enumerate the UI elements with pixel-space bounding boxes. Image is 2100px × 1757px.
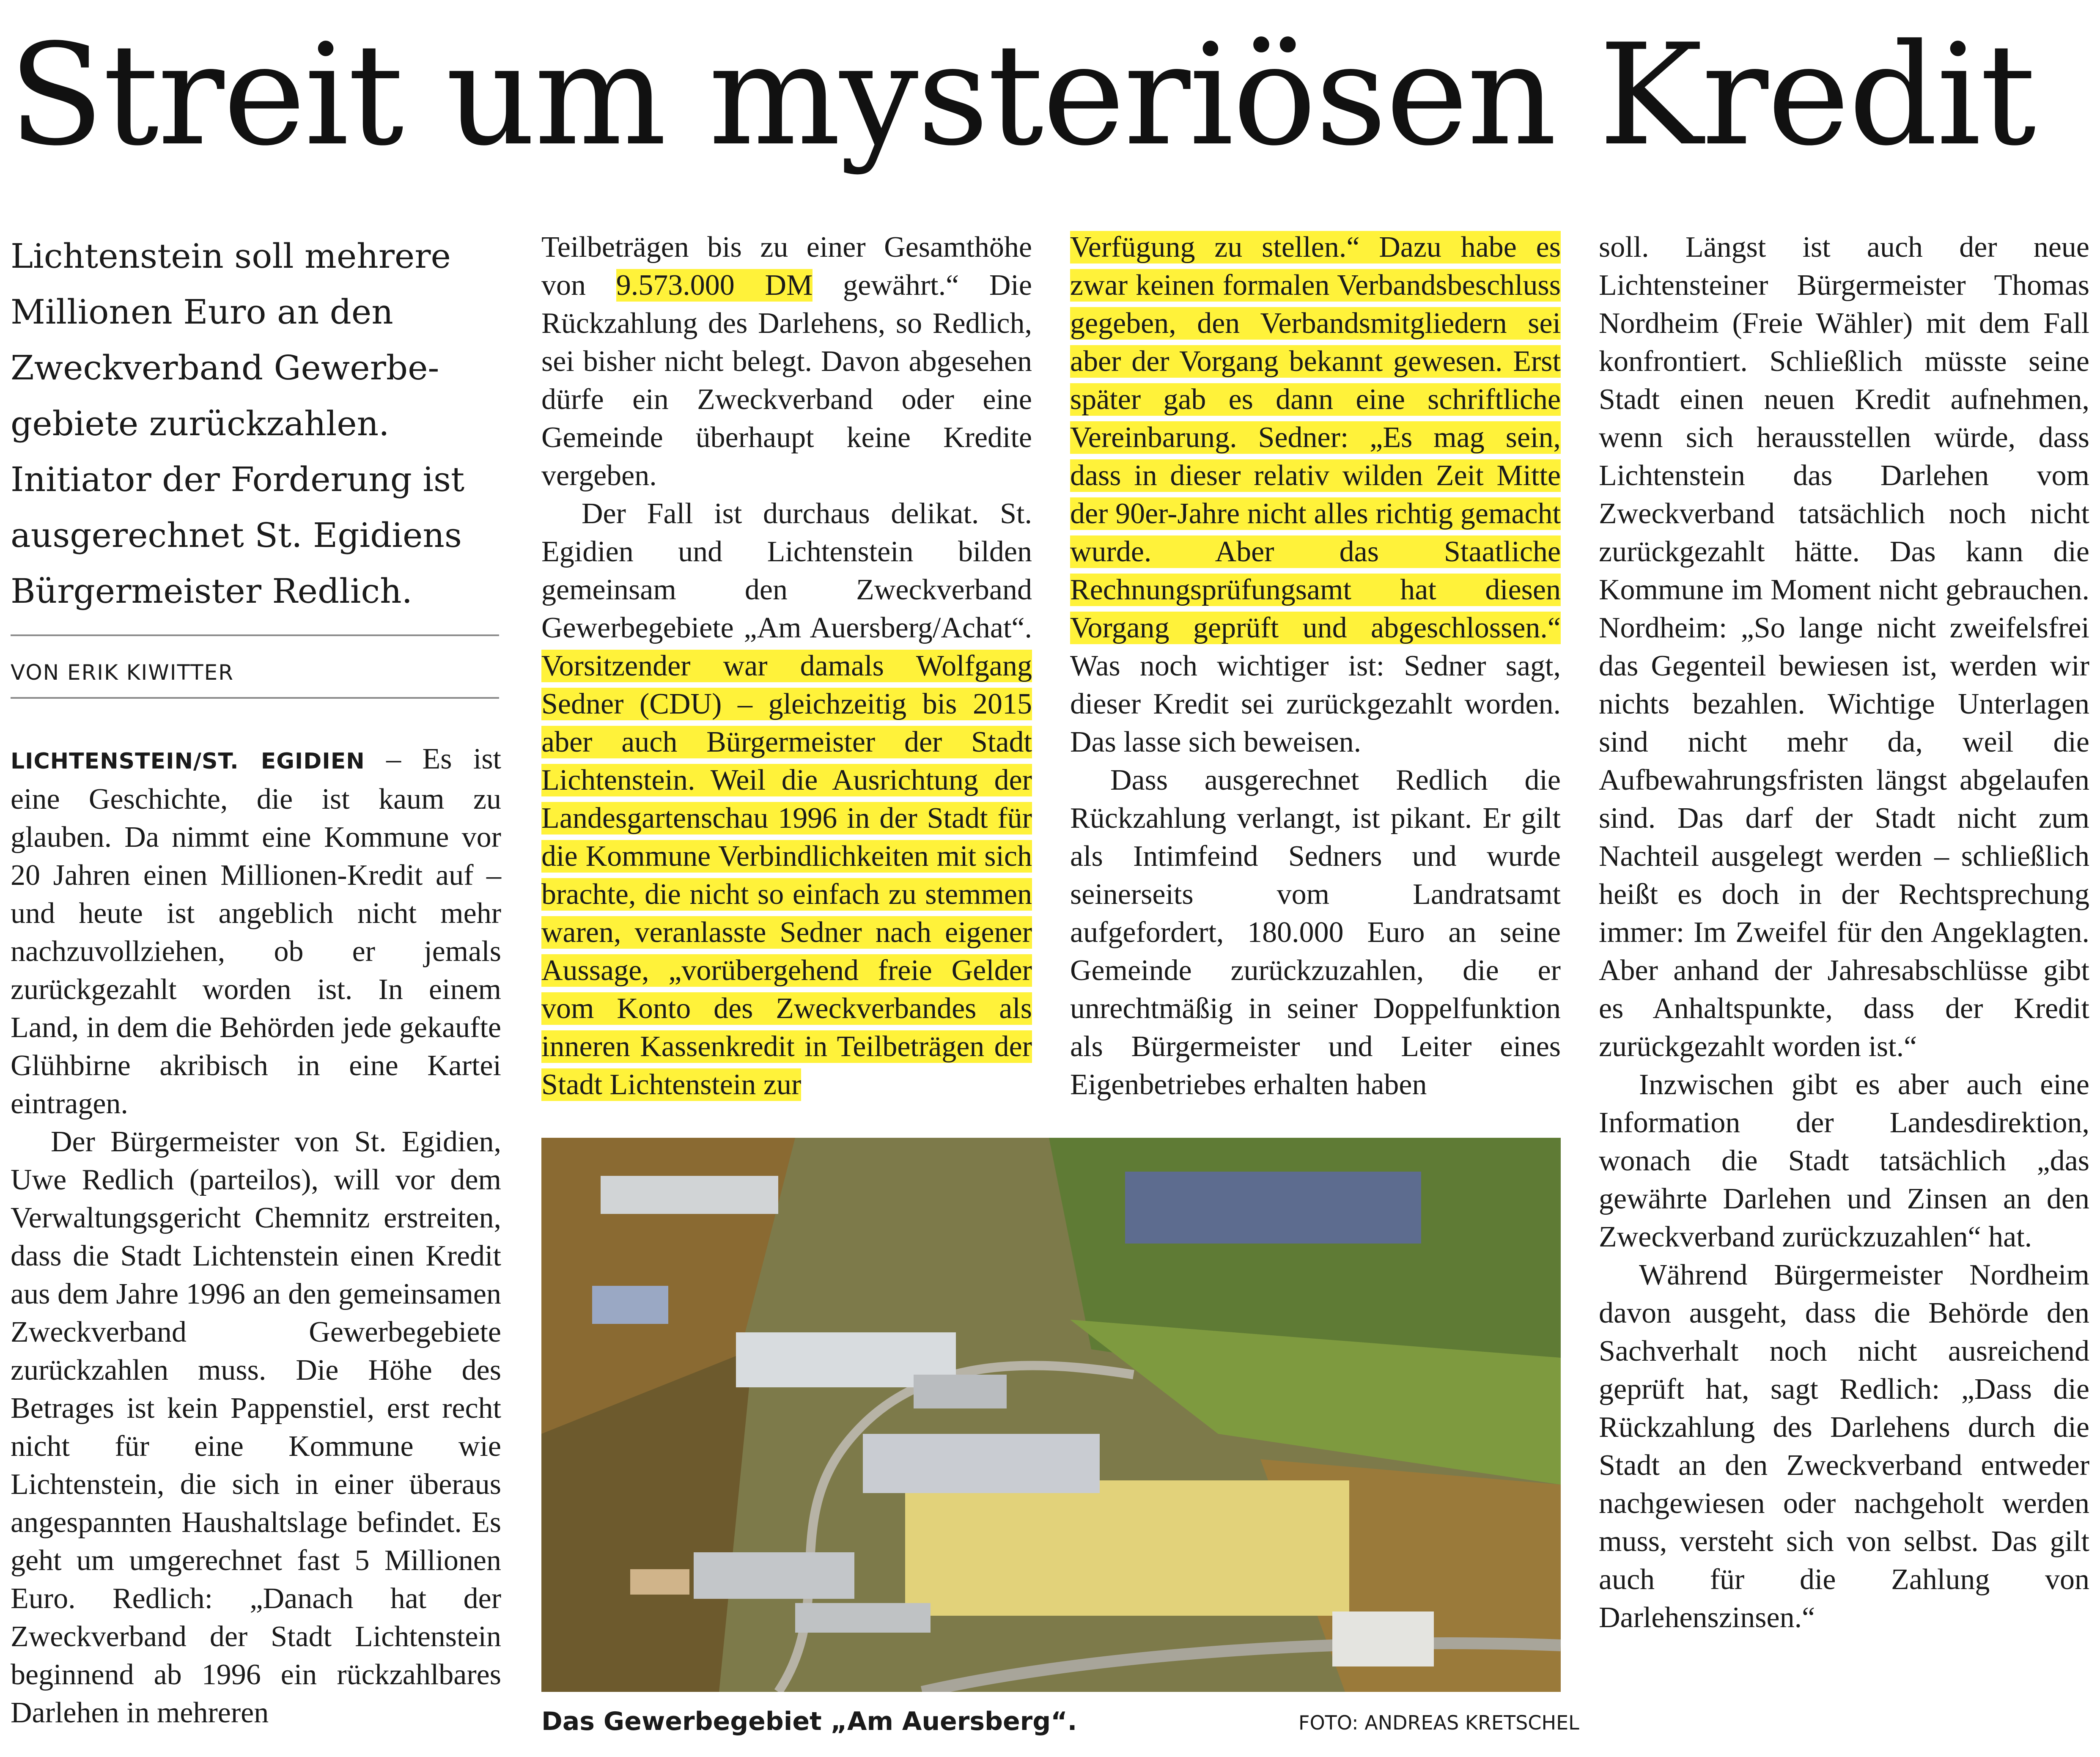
text-column-4 bbox=[1599, 228, 2089, 1637]
photo-credit: FOTO: ANDREAS KRETSCHEL bbox=[1298, 1711, 1579, 1734]
lead-divider-top bbox=[11, 634, 499, 636]
body-text: Was noch wichtiger ist: Sedner sagt, dieser Kredit sei zurückgezahlt worden. Das lasse sich beweisen. bbox=[1070, 650, 1561, 758]
body-text: Der Fall ist durchaus delikat. St. Egidien und Lichtenstein bilden gemeinsam den Zweckverband Gewerbegebiete „Am Auersberg/Achat“. bbox=[541, 497, 1032, 644]
highlighted-amount: 9.573.000 DM bbox=[616, 269, 813, 302]
highlighted-passage: Verfügung zu stellen.“ Dazu habe es zwar keinen formalen Verbandsbeschluss gegeben, den Verbandsmitgliedern sei aber der Vorgang bekannt gewesen. Erst später gab es dann eine schriftliche Vereinbarung. Sedner: „Es mag sein, dass in dieser relativ wilden Zeit Mitte der 90er-Jahre nicht alles richtig gemacht wurde. Aber das Staatliche Rechnungsprüfungsamt hat diesen Vorgang geprüft und abgeschlossen.“ bbox=[1070, 231, 1561, 644]
aerial-photo-illustration bbox=[541, 1138, 1561, 1692]
text-column-1 bbox=[11, 740, 501, 1732]
body-paragraph bbox=[541, 228, 1032, 495]
byline: VON ERIK KIWITTER bbox=[11, 660, 234, 685]
body-text: Teilbeträgen bis zu einer Gesamthöhe von bbox=[541, 231, 1032, 302]
text-column-2 bbox=[541, 228, 1032, 1104]
body-text: – Es ist eine Geschichte, die ist kaum zu glauben. Da nimmt eine Kommune vor 20 Jahren einen Millionen-Kredit auf – und heute ist angeblich nicht mehr nachzuvollziehen, ob er jemals zurückgezahlt worden ist. In einem Land, in dem die Behörden jede gekaufte Glühbirne akribisch in eine Kartei eintragen. bbox=[11, 743, 502, 1120]
body-paragraph: Inzwischen gibt es aber auch eine Information der Landesdirektion, wonach die Stadt tatsächlich „das gewährte Darlehen und Zinsen an den Zweckverband zurückzuzahlen“ hat. bbox=[1599, 1068, 2089, 1253]
highlighted-passage: Vorsitzender war damals Wolfgang Sedner (CDU) – gleichzeitig bis 2015 aber auch Bürgermeister der Stadt Lichtenstein. Weil die Ausrichtung der Landesgartenschau 1996 in der Stadt für die Kommune Verbindlichkeiten mit sich brachte, die nicht so einfach zu stemmen waren, veranlasste Sedner nach eigener Aussage, „vorübergehend freie Gelder vom Konto des Zweckverbandes als inneren Kassenkredit in Teilbeträgen der Stadt Lichtenstein zur bbox=[541, 650, 1032, 1101]
dateline: LICHTENSTEIN/ST. EGIDIEN bbox=[11, 749, 365, 774]
photo-caption: Das Gewerbegebiet „Am Auersberg“. bbox=[541, 1707, 1077, 1736]
aerial-photo bbox=[541, 1138, 1561, 1692]
body-paragraph bbox=[541, 495, 1032, 1104]
headline: Streit um mysteriösen Kredit bbox=[8, 14, 2035, 176]
body-paragraph: Während Bürgermeister Nordheim davon ausgeht, dass die Behörde den Sachverhalt noch nicht ausreichend geprüft hat, sagt Redlich: „Dass die Rückzahlung des Darlehens durch die Stadt an den Zweckverband entweder nachgewiesen oder nachgeholt werden muss, versteht sich von selbst. Das gilt auch für die Zahlung von Darlehenszinsen.“ bbox=[1599, 1259, 2089, 1634]
body-paragraph: Dass ausgerechnet Redlich die Rückzahlung verlangt, ist pikant. Er gilt als Intimfeind Sedners und wurde seinerseits vom Landratsamt aufgefordert, 180.000 Euro an seine Gemeinde zurückzuzahlen, die er unrechtmäßig in seiner Doppelfunktion als Bürgermeister und Leiter eines Eigenbetriebes erhalten haben bbox=[1070, 764, 1561, 1101]
text-column-3 bbox=[1070, 228, 1561, 1104]
body-paragraph bbox=[11, 740, 501, 1123]
lead-divider-bottom bbox=[11, 697, 499, 699]
body-paragraph: Der Bürgermeister von St. Egidien, Uwe Redlich (parteilos), will vor dem Verwaltungsgericht Chemnitz erstreiten, dass die Stadt Lichtenstein einen Kredit aus dem Jahre 1996 an den gemeinsamen Zweckverband Gewerbegebiete zurückzahlen muss. Die Höhe des Betrages ist kein Pappenstiel, erst recht nicht für eine Kommune wie Lichtenstein, die sich in einer überaus angespannten Haushaltslage befindet. Es geht um umgerechnet fast 5 Millionen Euro. Redlich: „Danach hat der Zweckverband der Stadt Lichtenstein beginnend ab 1996 ein rückzahlbares Darlehen in mehreren bbox=[11, 1126, 501, 1729]
body-paragraph: soll. Längst ist auch der neue Lichtensteiner Bürgermeister Thomas Nordheim (Freie Wähler) mit dem Fall konfrontiert. Schließlich müsste seine Stadt einen neuen Kredit aufnehmen, wenn sich herausstellen würde, dass Lichtenstein das Darlehen vom Zweckverband tatsächlich noch nicht zurückgezahlt hätte. Das kann die Kommune im Moment nicht gebrauchen. Nordheim: „So lange nicht zweifelsfrei das Gegenteil bewiesen ist, werden wir nichts bezahlen. Wichtige Unterlagen sind nicht mehr da, weil die Aufbewahrungsfristen längst abgelaufen sind. Das darf der Stadt nicht zum Nachteil ausgelegt werden – schließlich heißt es doch in der Rechtsprechung immer: Im Zweifel für den Angeklagten. Aber anhand der Jahresabschlüsse gibt es Anhaltspunkte, dass der Kredit zurückgezahlt worden ist.“ bbox=[1599, 231, 2089, 1063]
body-text: gewährt.“ Die Rückzahlung des Darlehens, so Redlich, sei bisher nicht belegt. Davon abgesehen dürfe ein Zweckverband oder eine Gemeinde überhaupt keine Kredite vergeben. bbox=[541, 269, 1032, 492]
body-paragraph bbox=[1070, 228, 1561, 761]
lead-paragraph: Lichtenstein soll mehrere Millionen Euro an den Zweckverband Gewerbe-gebiete zurückzahlen. Initiator der Forderung ist ausgerechnet St. Egidiens Bürgermeister Redlich. bbox=[11, 236, 465, 611]
